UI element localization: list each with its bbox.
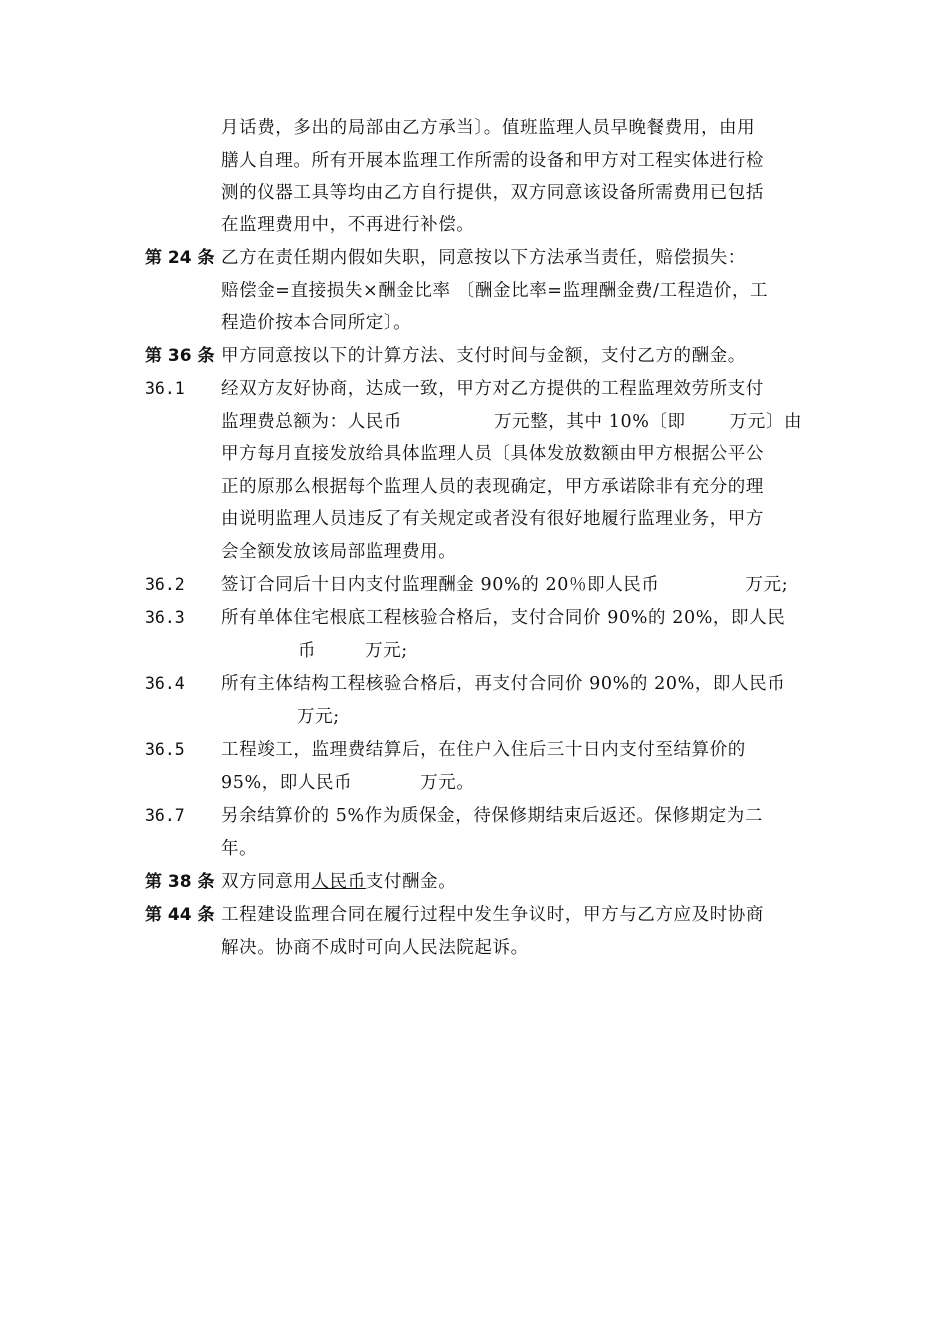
paragraph-text: 所有主体结构工程核验合格后，再支付合同价 90%的 20%，即人民币 xyxy=(221,674,786,694)
clause-number: 36.4 xyxy=(145,674,185,693)
text-segment: 万元整，其中 10%〔即 xyxy=(494,412,686,432)
text-line xyxy=(0,307,950,339)
text-line xyxy=(0,177,950,209)
text-segment: 万元〕由 xyxy=(729,412,803,432)
text-segment: 币 xyxy=(298,641,317,661)
article-label: 第 44 条 xyxy=(145,905,215,925)
text-line xyxy=(0,536,950,568)
clause-36-5 xyxy=(0,734,950,766)
article-label: 第 24 条 xyxy=(145,248,215,268)
clause-36-1 xyxy=(0,373,950,405)
paragraph-text: 月话费，多出的局部由乙方承当〕。值班监理人员早晚餐费用，由用 xyxy=(221,118,756,138)
paragraph-text: 经双方友好协商，达成一致，甲方对乙方提供的工程监理效劳所支付 xyxy=(221,379,764,399)
paragraph-text: 解决。协商不成时可向人民法院起诉。 xyxy=(221,938,529,958)
paragraph-text xyxy=(221,701,340,733)
paragraph-text: 工程竣工，监理费结算后，在住户入住后三十日内支付至结算价的 xyxy=(221,740,746,760)
article-36 xyxy=(0,340,950,372)
paragraph-text: 甲方同意按以下的计算方法、支付时间与金额，支付乙方的酬金。 xyxy=(221,346,746,366)
paragraph-text: 工程建设监理合同在履行过程中发生争议时，甲方与乙方应及时协商 xyxy=(221,905,764,925)
paragraph-text: 膳人自理。所有开展本监理工作所需的设备和甲方对工程实体进行检 xyxy=(221,151,764,171)
text-segment: 万元; xyxy=(745,575,789,595)
text-line xyxy=(0,701,950,733)
paragraph-text: 甲方每月直接发放给具体监理人员〔具体发放数额由甲方根据公平公 xyxy=(221,444,764,464)
clause-36-4 xyxy=(0,668,950,700)
article-38 xyxy=(0,866,950,898)
clause-number: 36.2 xyxy=(145,575,185,594)
text-segment: 95%，即人民币 xyxy=(221,773,353,793)
text-segment: 监理费总额为：人民币 xyxy=(221,412,402,432)
paragraph-text: 正的原那么根据每个监理人员的表现确定，甲方承诺除非有充分的理 xyxy=(221,477,764,497)
text-line xyxy=(0,112,950,144)
text-line xyxy=(0,438,950,470)
article-44 xyxy=(0,899,950,931)
text-segment: 签订合同后十日内支付监理酬金 90%的 20％即人民币 xyxy=(221,575,660,595)
text-line xyxy=(0,833,950,865)
clause-number: 36.5 xyxy=(145,740,185,759)
clause-36-2 xyxy=(0,569,950,601)
clause-number: 36.7 xyxy=(145,806,185,825)
text-line xyxy=(0,767,950,799)
article-label: 第 36 条 xyxy=(145,346,215,366)
paragraph-text xyxy=(221,866,456,898)
text-line xyxy=(0,406,950,438)
paragraph-text: 赔偿金=直接损失×酬金比率 〔酬金比率=监理酬金费/工程造价，工 xyxy=(221,281,769,301)
text-line xyxy=(0,275,950,307)
paragraph-text: 另余结算价的 5%作为质保金，待保修期结束后返还。保修期定为二 xyxy=(221,806,763,826)
paragraph-text xyxy=(221,635,408,667)
text-segment: 万元。 xyxy=(420,773,475,793)
paragraph-text: 会全额发放该局部监理费用。 xyxy=(221,542,457,562)
underlined-currency: 人民币 xyxy=(311,872,366,892)
paragraph-text: 测的仪器工具等均由乙方自行提供，双方同意该设备所需费用已包括 xyxy=(221,183,764,203)
clause-36-7 xyxy=(0,800,950,832)
text-line xyxy=(0,145,950,177)
clause-number: 36.3 xyxy=(145,608,185,627)
text-line xyxy=(0,503,950,535)
text-segment: 双方同意用 xyxy=(221,872,312,892)
paragraph-text xyxy=(221,767,475,799)
text-line xyxy=(0,635,950,667)
text-line xyxy=(0,209,950,241)
text-segment: 万元; xyxy=(297,707,340,727)
paragraph-text xyxy=(221,569,788,601)
article-24 xyxy=(0,242,950,274)
paragraph-text: 由说明监理人员违反了有关规定或者没有很好地履行监理业务，甲方 xyxy=(221,509,764,529)
text-line xyxy=(0,932,950,964)
clause-number: 36.1 xyxy=(145,379,185,398)
paragraph-text: 乙方在责任期内假如失职，同意按以下方法承当责任，赔偿损失： xyxy=(221,248,746,268)
paragraph-text: 程造价按本合同所定〕。 xyxy=(221,313,412,333)
paragraph-text: 所有单体住宅根底工程核验合格后，支付合同价 90%的 20%，即人民 xyxy=(221,608,786,628)
text-line xyxy=(0,471,950,503)
article-label: 第 38 条 xyxy=(145,872,215,892)
paragraph-text: 年。 xyxy=(221,839,258,859)
paragraph-text xyxy=(221,406,802,438)
clause-36-3 xyxy=(0,602,950,634)
paragraph-text: 在监理费用中，不再进行补偿。 xyxy=(221,215,475,235)
text-segment: 万元; xyxy=(365,641,408,661)
text-segment: 支付酬金。 xyxy=(365,872,457,892)
